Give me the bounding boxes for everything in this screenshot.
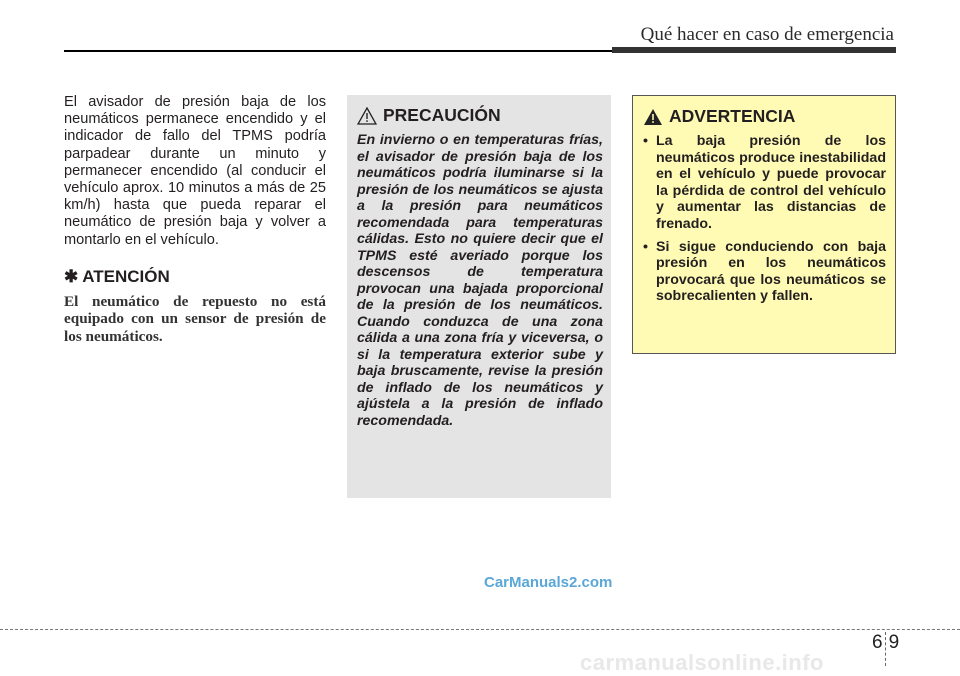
page-number-divider [885, 632, 886, 666]
caution-box [347, 95, 611, 498]
footer-site-mark: carmanualsonline.info [580, 650, 824, 675]
header-title: Qué hacer en caso de emergencia [640, 24, 894, 45]
header-rule [64, 50, 612, 52]
attention-heading-label: ATENCIÓN [82, 266, 170, 286]
attention-text: El neumático de repuesto no está equipado con un sensor de presión de los neumáticos. [64, 292, 326, 345]
warning-item-text: La baja presión de los neumáticos produce inestabilidad en el vehículo y puede provocar la pérdida de control del vehículo y aumentar las distancias de frenado. [656, 133, 886, 232]
bullet-icon: • [643, 133, 648, 149]
warning-box [632, 95, 896, 354]
footer-divider [0, 629, 960, 630]
caution-heading [357, 105, 603, 126]
caution-heading-label: PRECAUCIÓN [383, 105, 501, 125]
left-column [64, 94, 326, 345]
star-icon: ✱ [64, 266, 79, 286]
attention-heading [64, 267, 326, 287]
list-item [643, 239, 886, 305]
header-rule-accent [612, 47, 896, 53]
warning-item-text: Si sigue conduciendo con baja presión en los neumáticos provocará que los neumáticos se sobrecalienten y fallen. [656, 238, 886, 305]
warning-heading-label: ADVERTENCIA [669, 106, 796, 126]
bullet-icon: • [643, 238, 648, 255]
caution-text: En invierno o en temperaturas frías, el avisador de presión baja de los neumáticos podría iluminarse si la presión de los neumáticos se ajusta a la presión para neumáticos recomendada para temperaturas cálidas. Esto no quiere decir que el TPMS esté averiado porque los descensos de temperatura provocan una bajada proporcional de la presión de los neumáticos. Cuando conduzca de una zona cálida a una zona fría y viceversa, o si la temperatura exterior sube y baja bruscamente, revise la presión de inflado de los neumáticos y ajústela a la presión de inflado recomendada. [357, 132, 603, 429]
warning-triangle-filled-icon [643, 108, 663, 126]
warning-list [643, 133, 886, 305]
page-number: 69 [872, 632, 906, 653]
list-item [643, 133, 886, 233]
tpms-paragraph: El avisador de presión baja de los neumáticos permanece encendido y el indicador de fallo del TPMS podría parpadear durante un minuto y permanecer encendido (al conducir el vehículo aprox. 10 minutos a más de 25 km/h) hasta que pueda reparar el neumático de presión baja y volver a montarlo en el vehículo. [64, 94, 326, 248]
warning-heading [643, 106, 886, 127]
watermark-link[interactable]: CarManuals2.com [484, 574, 613, 591]
warning-triangle-outline-icon [357, 107, 377, 125]
